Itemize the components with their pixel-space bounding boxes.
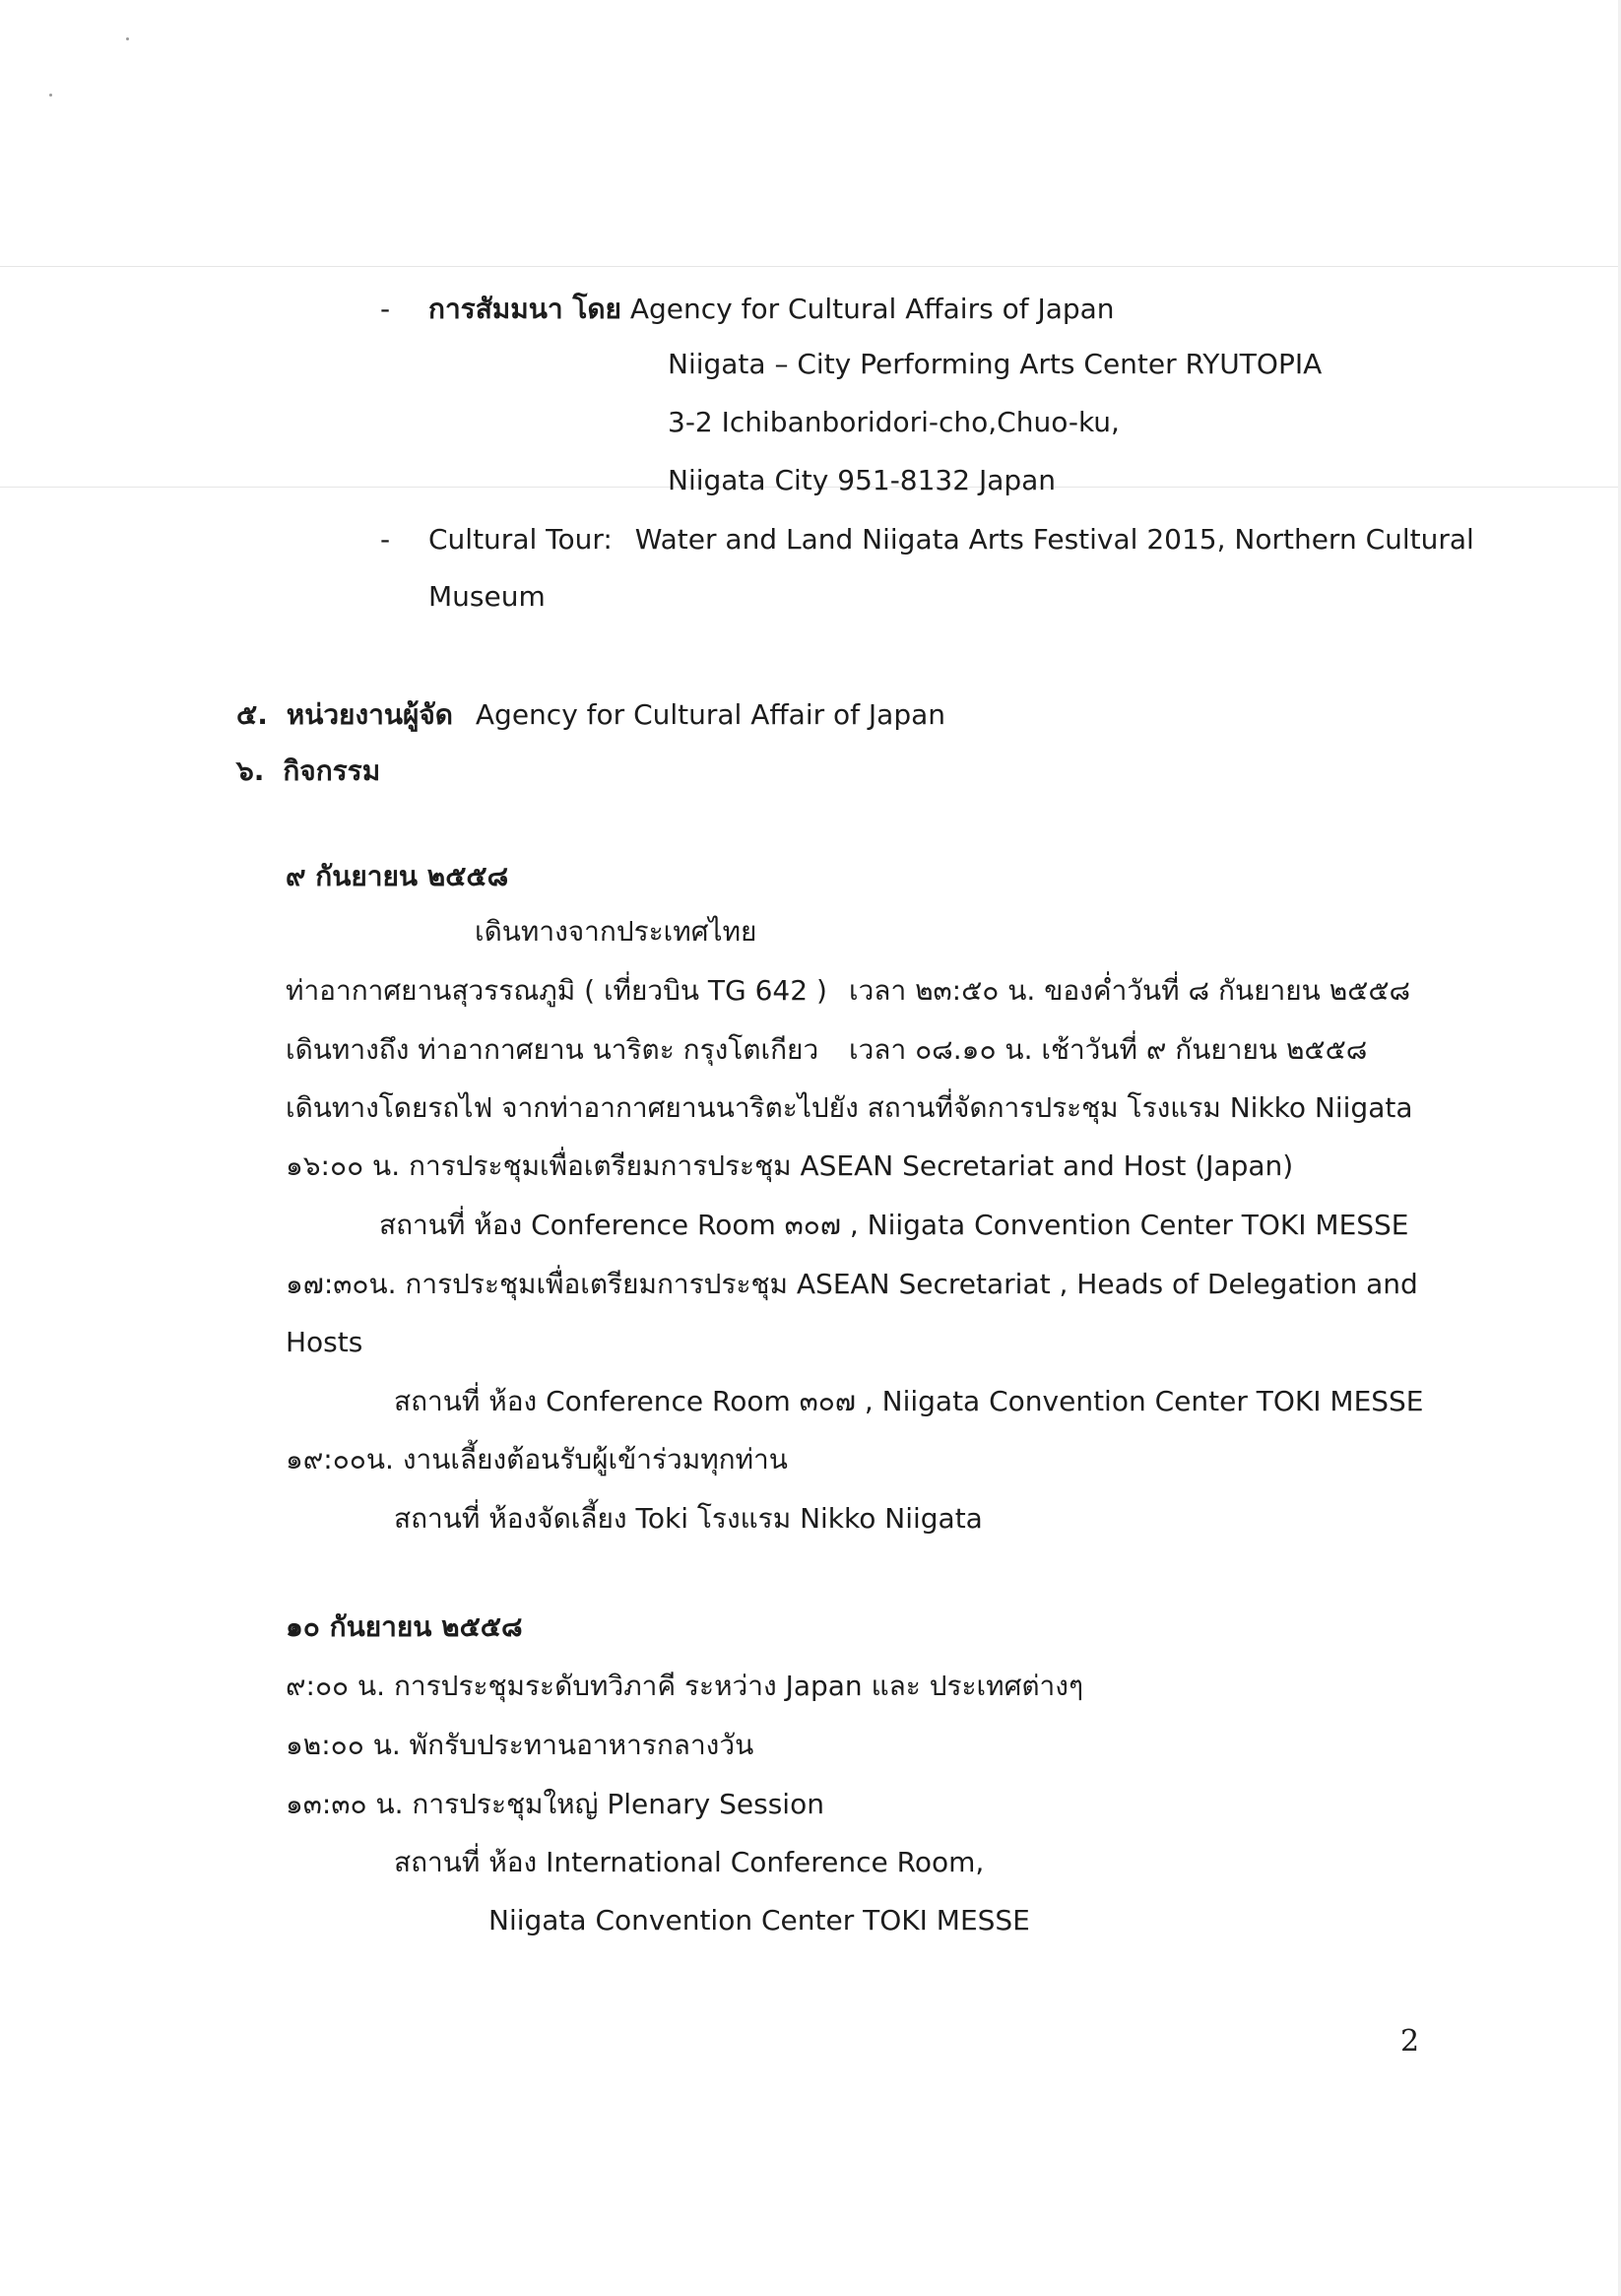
section-5-heading — [236, 697, 945, 733]
day-1-item-1730-cont: Hosts — [286, 1326, 363, 1358]
section-6-heading — [236, 754, 380, 789]
tour-line-2: Museum — [428, 580, 546, 613]
day-1-venue-1600: สถานที่ ห้อง Conference Room ๓๐๗ , Niigata Convention Center TOKI MESSE — [379, 1209, 1409, 1241]
seminar-dash: - — [380, 293, 391, 325]
day-1-item-1900: ๑๙:๐๐น. งานเลี้ยงต้อนรับผู้เข้าร่วมทุกท่าน — [286, 1443, 788, 1476]
scan-speck — [49, 94, 52, 97]
day-2-item-0900: ๙:๐๐ น. การประชุมระดับทวิภาคี ระหว่าง Japan และ ประเทศต่างๆ — [286, 1670, 1083, 1702]
day-2-venue-1: สถานที่ ห้อง International Conference Room, — [394, 1846, 985, 1878]
seminar-venue: Niigata – City Performing Arts Center RYUTOPIA — [668, 348, 1323, 380]
seminar-address-1: 3-2 Ichibanboridori-cho,Chuo-ku, — [668, 406, 1120, 438]
seminar-line — [428, 292, 1115, 327]
day-2-item-1200: ๑๒:๐๐ น. พักรับประทานอาหารกลางวัน — [286, 1729, 754, 1761]
day-1-date: ๙ กันยายน ๒๕๕๘ — [286, 860, 509, 892]
day-1-item-1600: ๑๖:๐๐ น. การประชุมเพื่อเตรียมการประชุม ASEAN Secretariat and Host (Japan) — [286, 1149, 1294, 1182]
tour-dash: - — [380, 523, 391, 556]
day-1-arrival-time: เวลา ๐๘.๑๐ น. เช้าวันที่ ๙ กันยายน ๒๕๕๘ — [849, 1033, 1368, 1066]
seminar-address-2: Niigata City 951-8132 Japan — [668, 464, 1057, 496]
day-1-flight: ท่าอากาศยานสุวรรณภูมิ ( เที่ยวบิน TG 642 ) — [286, 974, 827, 1007]
section-6-number: ๖. — [236, 754, 265, 787]
day-2-date: ๑๐ กันยายน ๒๕๕๘ — [286, 1610, 523, 1643]
day-1-venue-1900: สถานที่ ห้องจัดเลี้ยง Toki โรงแรม Nikko Niigata — [394, 1502, 983, 1535]
seminar-label: การสัมมนา โดย — [428, 293, 621, 325]
scan-speck — [126, 37, 129, 40]
day-1-item-1730: ๑๗:๓๐น. การประชุมเพื่อเตรียมการประชุม ASEAN Secretariat , Heads of Delegation and — [286, 1268, 1418, 1300]
seminar-org: Agency for Cultural Affairs of Japan — [629, 293, 1115, 325]
tour-line-1 — [428, 522, 1474, 558]
day-1-flight-time: เวลา ๒๓:๕๐ น. ของค่ำวันที่ ๘ กันยายน ๒๕๕๘ — [849, 974, 1411, 1007]
day-2-item-1330: ๑๓:๓๐ น. การประชุมใหญ่ Plenary Session — [286, 1788, 824, 1820]
day-1-venue-1730: สถานที่ ห้อง Conference Room ๓๐๗ , Niigata Convention Center TOKI MESSE — [394, 1385, 1424, 1417]
section-6-label: กิจกรรม — [283, 754, 381, 787]
day-1-arrival: เดินทางถึง ท่าอากาศยาน นาริตะ กรุงโตเกียว — [286, 1033, 819, 1066]
day-1-train: เดินทางโดยรถไฟ จากท่าอากาศยานนาริตะไปยัง สถานที่จัดการประชุม โรงแรม Nikko Niigata — [286, 1091, 1413, 1124]
day-2-venue-2: Niigata Convention Center TOKI MESSE — [488, 1904, 1030, 1936]
section-5-value: Agency for Cultural Affair of Japan — [475, 698, 945, 731]
tour-label: Cultural Tour: — [428, 523, 613, 556]
section-5-number: ๕. — [236, 698, 268, 731]
section-5-label: หน่วยงานผู้จัด — [286, 698, 453, 731]
scan-artifact-line — [0, 266, 1621, 267]
day-1-depart: เดินทางจากประเทศไทย — [475, 915, 757, 948]
tour-description: Water and Land Niigata Arts Festival 2015, Northern Cultural — [634, 523, 1474, 556]
page-number: 2 — [1400, 2024, 1420, 2059]
